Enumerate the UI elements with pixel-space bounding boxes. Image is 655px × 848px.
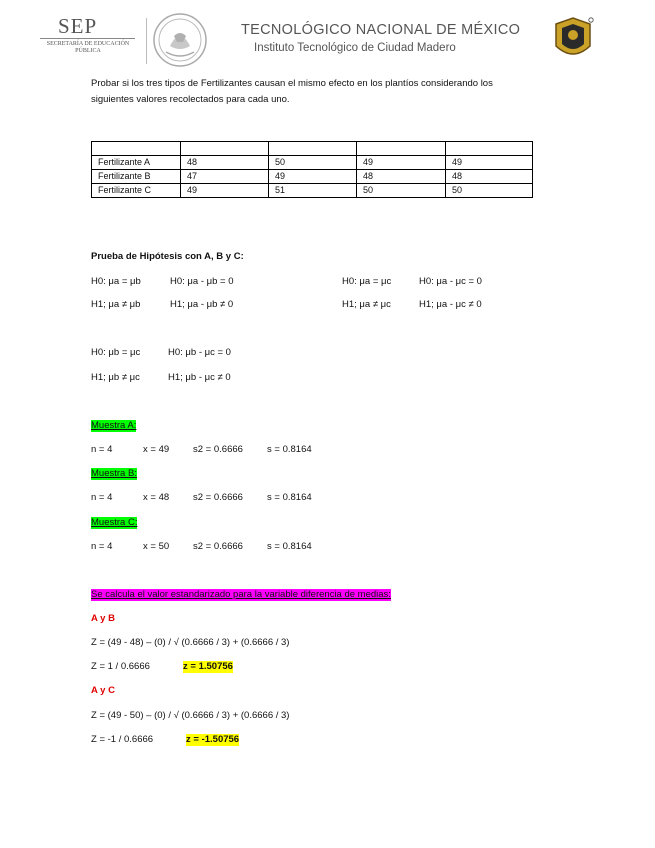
table-row <box>92 156 533 170</box>
sep-subtitle: SECRETARÍA DE EDUCACIÓN PÚBLICA <box>46 41 130 54</box>
hypothesis-ab-h1-diff: H1; μa - μb ≠ 0 <box>170 299 234 310</box>
table-cell: 49 <box>357 156 446 170</box>
calc-ab-simplified: Z = 1 / 0.6666 <box>91 661 150 672</box>
sep-divider <box>40 38 135 39</box>
calc-ac-result: z = -1.50756 <box>186 734 240 745</box>
table-row <box>92 184 533 198</box>
calc-ac-formula: Z = (49 - 50) – (0) / √ (0.6666 / 3) + (0.6666 / 3) <box>91 710 290 721</box>
table-cell: 48 <box>357 170 446 184</box>
sample-c-mean: x = 50 <box>143 541 170 552</box>
hypothesis-ab-h1: H1; μa ≠ μb <box>91 299 141 310</box>
hypothesis-title: Prueba de Hipótesis con A, B y C: <box>91 251 244 262</box>
sample-a-stddev: s = 0.8164 <box>267 444 312 455</box>
table-cell: 47 <box>181 170 269 184</box>
calc-ac-label: A y C <box>91 685 115 696</box>
hypothesis-ab-h0-diff: H0: μa - μb = 0 <box>170 276 234 287</box>
table-cell: 49 <box>446 156 533 170</box>
table-cell: 49 <box>181 184 269 198</box>
hypothesis-bc-h1: H1; μb ≠ μc <box>91 372 140 383</box>
hypothesis-ab-h0: H0: μa = μb <box>91 276 141 287</box>
sample-a-n: n = 4 <box>91 444 113 455</box>
sample-c-variance: s2 = 0.6666 <box>193 541 243 552</box>
sample-a-mean: x = 49 <box>143 444 170 455</box>
sample-c-stddev: s = 0.8164 <box>267 541 312 552</box>
calc-title: Se calcula el valor estandarizado para la variable diferencia de medias: <box>91 589 391 600</box>
sample-c-n: n = 4 <box>91 541 113 552</box>
table-cell: 50 <box>357 184 446 198</box>
mexico-seal-icon <box>152 12 208 68</box>
calc-ab-label: A y B <box>91 613 115 624</box>
fertilizer-table <box>91 141 533 198</box>
hypothesis-bc-h0: H0: μb = μc <box>91 347 141 358</box>
hypothesis-bc-h0-diff: H0: μb - μc = 0 <box>168 347 231 358</box>
sample-a-label: Muestra A: <box>91 420 137 431</box>
table-cell: 51 <box>269 184 357 198</box>
table-header-row <box>92 142 533 156</box>
sample-b-n: n = 4 <box>91 492 113 503</box>
table-cell: 48 <box>446 170 533 184</box>
table-cell: Fertilizante A <box>92 156 181 170</box>
itcm-logo-icon <box>552 16 594 62</box>
table-cell: Fertilizante B <box>92 170 181 184</box>
sample-b-mean: x = 48 <box>143 492 170 503</box>
header-divider <box>146 18 147 64</box>
sample-c-label: Muestra C: <box>91 517 138 528</box>
sample-b-stddev: s = 0.8164 <box>267 492 312 503</box>
table-row <box>92 170 533 184</box>
calc-ac-simplified: Z = -1 / 0.6666 <box>91 734 154 745</box>
sample-a-variance: s2 = 0.6666 <box>193 444 243 455</box>
institution-title: TECNOLÓGICO NACIONAL DE MÉXICO <box>241 22 521 38</box>
sample-b-label: Muestra B: <box>91 468 137 479</box>
calc-ab-result: z = 1.50756 <box>183 661 233 672</box>
sample-b-variance: s2 = 0.6666 <box>193 492 243 503</box>
intro-line-1: Probar si los tres tipos de Fertilizantes causan el mismo efecto en los plantíos considerando los <box>91 78 493 89</box>
table-cell: 50 <box>446 184 533 198</box>
table-cell: Fertilizante C <box>92 184 181 198</box>
table-cell: 49 <box>269 170 357 184</box>
intro-line-2: siguientes valores recolectados para cada uno. <box>91 94 290 105</box>
hypothesis-ac-h0: H0: μa = μc <box>342 276 392 287</box>
hypothesis-ac-h1-diff: H1; μa - μc ≠ 0 <box>419 299 482 310</box>
table-cell: 48 <box>181 156 269 170</box>
calc-ab-formula: Z = (49 - 48) – (0) / √ (0.6666 / 3) + (0.6666 / 3) <box>91 637 290 648</box>
table-cell: 50 <box>269 156 357 170</box>
hypothesis-ac-h0-diff: H0: μa - μc = 0 <box>419 276 482 287</box>
sep-logo-text: SEP <box>58 14 98 38</box>
institution-subtitle: Instituto Tecnológico de Ciudad Madero <box>254 42 456 54</box>
hypothesis-bc-h1-diff: H1; μb - μc ≠ 0 <box>168 372 231 383</box>
hypothesis-ac-h1: H1; μa ≠ μc <box>342 299 391 310</box>
